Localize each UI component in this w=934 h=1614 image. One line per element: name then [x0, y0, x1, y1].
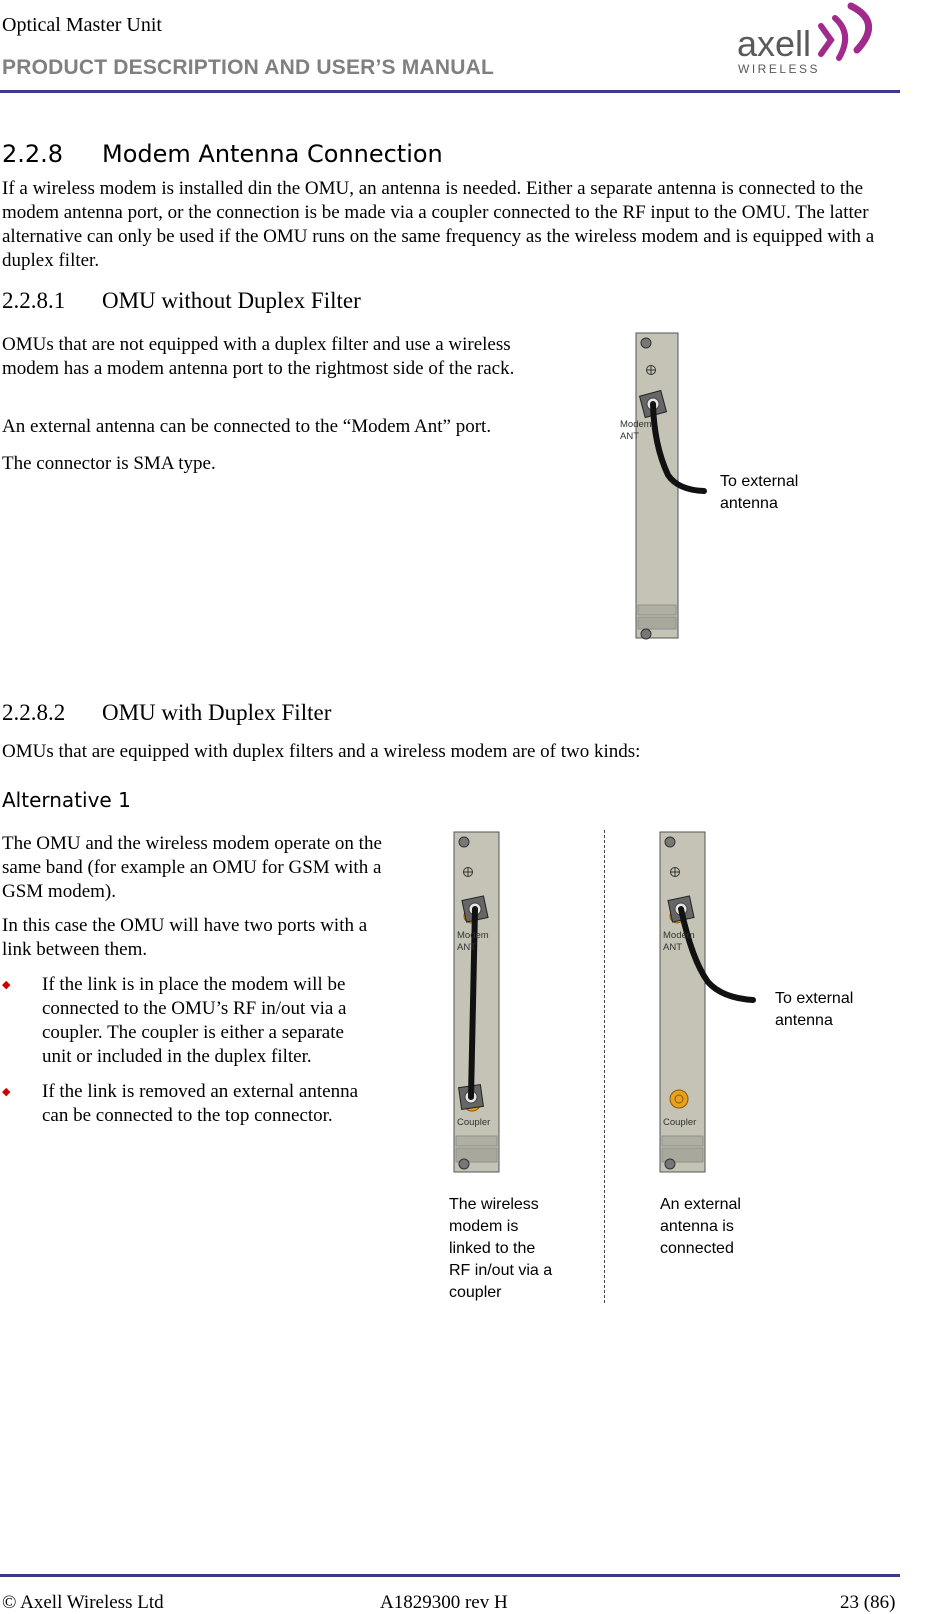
- footer-copyright: © Axell Wireless Ltd: [2, 1592, 164, 1613]
- footer-doc-number: A1829300 rev H: [380, 1592, 508, 1613]
- duplex-modem-diagram: [440, 820, 900, 1310]
- logo-wordmark: axell: [737, 23, 812, 64]
- footer-rule: [0, 1574, 900, 1577]
- coupler-label-right: Coupler: [663, 1117, 697, 1128]
- subsection-heading-2: [2, 700, 331, 726]
- bullet-item: ◆ If the link is removed an external antenna can be connected to the top connector.: [2, 1080, 377, 1128]
- sub1-paragraph-2: An external antenna can be connected to the “Modem Ant” port.: [2, 416, 492, 437]
- subsection-number-1: 2.2.8.1: [2, 288, 66, 313]
- sub1-paragraph-3: The connector is SMA type.: [2, 453, 216, 474]
- modem-port-label: Modem: [620, 419, 652, 430]
- subsection-number-2: 2.2.8.2: [2, 700, 66, 725]
- coupler-label-left: Coupler: [457, 1117, 491, 1128]
- logo-subtext: WIRELESS: [738, 62, 821, 76]
- ant-port-label: ANT: [620, 431, 639, 442]
- section-heading: [2, 140, 443, 168]
- section-number: 2.2.8: [2, 140, 64, 168]
- subsection-title-2: OMU with Duplex Filter: [102, 700, 332, 725]
- ant-port-label-right: ANT: [663, 942, 682, 953]
- bullet-item: ◆ If the link is in place the modem will be connected to the OMU’s RF in/out via a coupler. The coupler is either a separate unit or included in the duplex filter.: [2, 973, 377, 1069]
- modem-port-label-right: Modem: [663, 930, 695, 941]
- omu-modem-diagram: [600, 325, 900, 660]
- document-subtitle: PRODUCT DESCRIPTION AND USER’S MANUAL: [2, 56, 494, 79]
- alt-paragraph-1: The OMU and the wireless modem operate on the same band (for example an OMU for GSM with a GSM modem).: [2, 833, 382, 902]
- subsection-title-1: OMU without Duplex Filter: [102, 288, 361, 313]
- divider-dashed-line: [604, 830, 605, 1303]
- external-antenna-callout-2: To external antenna: [775, 990, 854, 1029]
- alt-bullet-list: [2, 973, 377, 1139]
- company-logo: [735, 0, 885, 80]
- header-rule: [0, 90, 900, 93]
- modem-port-label-left: Modem: [457, 930, 489, 941]
- right-caption: An external antenna is connected: [660, 1196, 741, 1257]
- document-title: Optical Master Unit: [2, 14, 162, 36]
- subsection-heading-1: [2, 288, 361, 314]
- external-antenna-callout: To external antenna: [720, 473, 799, 512]
- left-caption: The wireless modem is linked to the RF in/out via a coupler: [449, 1196, 553, 1301]
- section-title: Modem Antenna Connection: [102, 140, 443, 168]
- alternative-heading: Alternative 1: [2, 788, 131, 812]
- ant-port-label-left: ANT: [457, 942, 476, 953]
- footer-page-number: 23 (86): [840, 1592, 896, 1613]
- alt-paragraph-2: In this case the OMU will have two ports with a link between them.: [2, 915, 368, 960]
- sub2-paragraph-1: OMUs that are equipped with duplex filters and a wireless modem are of two kinds:: [2, 741, 641, 762]
- section-intro: If a wireless modem is installed din the OMU, an antenna is needed. Either a separate antenna is connected to the modem antenna port, or the connection is be made via a coupler connected to the RF input to the OMU. The latter alternative can only be used if the OMU runs on the same frequency as the wireless modem and is equipped with a duplex filter.: [2, 178, 875, 271]
- sub1-paragraph-1: OMUs that are not equipped with a duplex filter and use a wireless modem has a modem antenna port to the rightmost side of the rack.: [2, 334, 515, 379]
